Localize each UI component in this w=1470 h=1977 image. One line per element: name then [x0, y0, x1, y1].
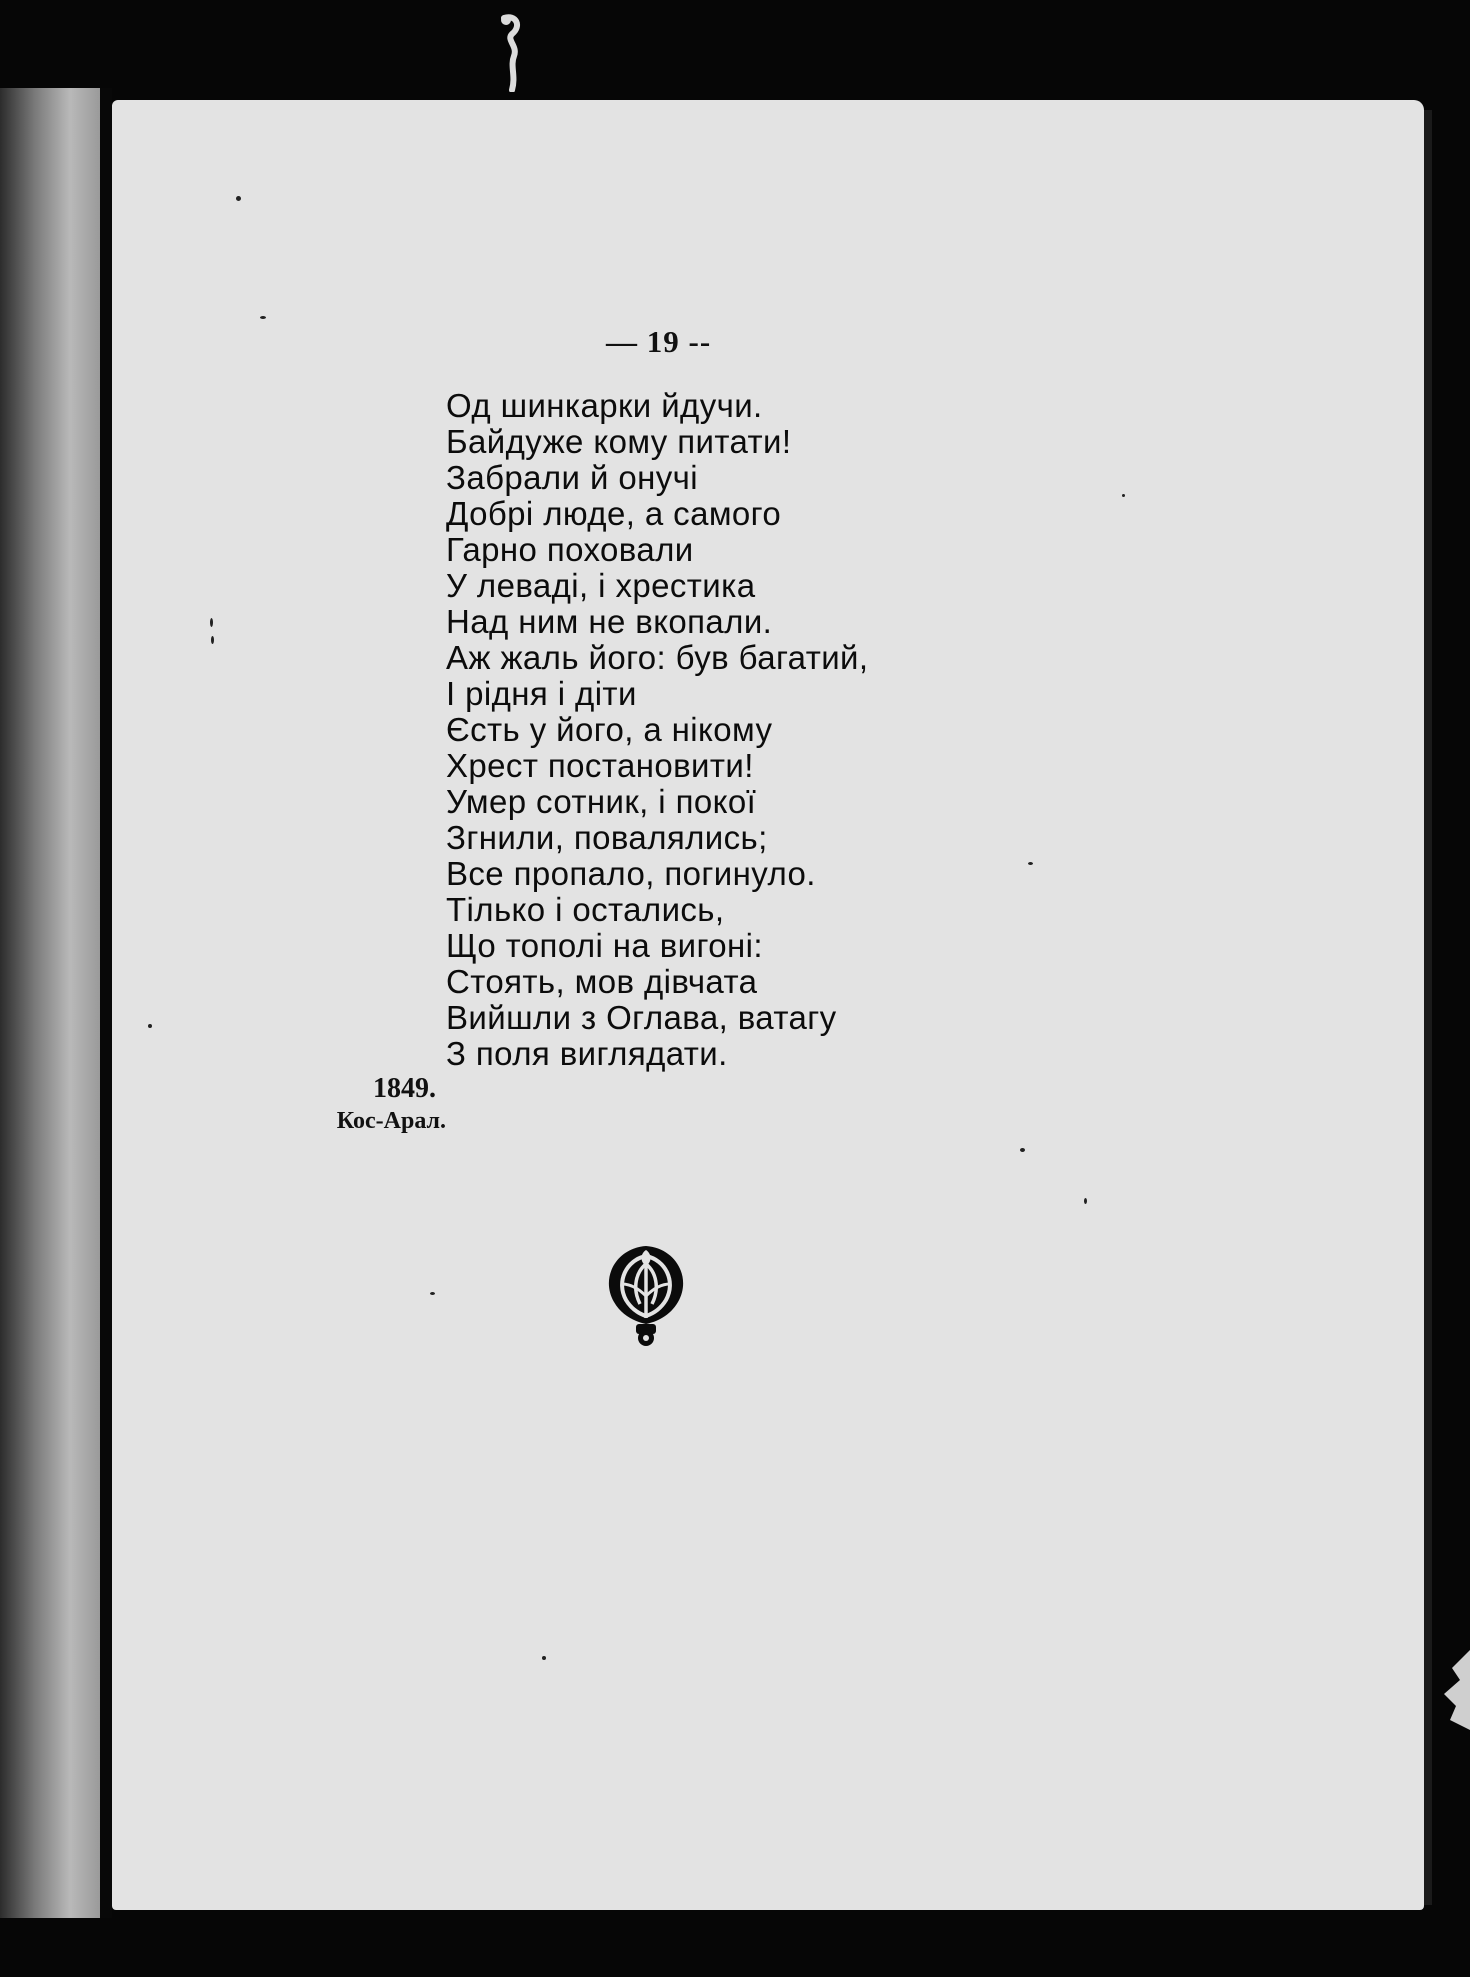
date-place: Кос-Арал. — [336, 1108, 446, 1134]
scan-speck — [211, 636, 214, 644]
scan-speck — [260, 316, 266, 319]
poem-line: Єсть у його, а нікому — [446, 711, 773, 748]
scan-speck — [1020, 1148, 1025, 1152]
dateline — [306, 1072, 446, 1136]
poem-line: Байдуже кому питати! — [446, 423, 792, 460]
torn-page-fragment — [1440, 1650, 1470, 1730]
book-gutter — [100, 88, 112, 1918]
poem-text — [446, 388, 966, 1072]
scan-speck — [430, 1292, 435, 1295]
poem-line: Добрі люде, а самого — [446, 495, 782, 532]
poem-line: Вийшли з Оглава, ватагу — [446, 999, 837, 1036]
page-right-edge — [1424, 110, 1432, 1905]
poem-line: Хрест постановити! — [446, 747, 754, 784]
poem-line: Згнили, повалялись; — [446, 819, 768, 856]
poem-line: Тілько і остались, — [446, 891, 725, 928]
poem-line: Над ним не вкопали. — [446, 603, 773, 640]
scan-speck — [148, 1024, 152, 1028]
scan-speck — [236, 196, 241, 201]
poem-line: Умер сотник, і покої — [446, 783, 757, 820]
poem-line: Стоять, мов дівчата — [446, 963, 758, 1000]
page-number: — 19 -- — [606, 324, 712, 359]
scan-speck — [210, 618, 213, 627]
date-year: 1849. — [373, 1073, 436, 1104]
previous-page-edge — [0, 88, 100, 1918]
poem-line: Гарно поховали — [446, 531, 694, 568]
bookmark-string-icon — [498, 12, 526, 92]
scan-speck — [542, 1656, 546, 1660]
poem-line: Од шинкарки йдучи. — [446, 387, 763, 424]
scan-speck — [1122, 494, 1125, 497]
poem-line: Забрали й онучі — [446, 459, 698, 496]
poem-line: Аж жаль його: був багатий, — [446, 639, 869, 676]
scan-speck — [1084, 1198, 1087, 1204]
scan-speck — [1028, 862, 1033, 865]
poem-line: І рідня і діти — [446, 675, 637, 712]
poem-line: Все пропало, погинуло. — [446, 855, 816, 892]
poem-line: У леваді, і хрестика — [446, 567, 756, 604]
tulip-flower-ornament-icon — [596, 1238, 696, 1348]
poem-line: З поля виглядати. — [446, 1035, 728, 1072]
poem-line: Що тополі на вигоні: — [446, 927, 763, 964]
